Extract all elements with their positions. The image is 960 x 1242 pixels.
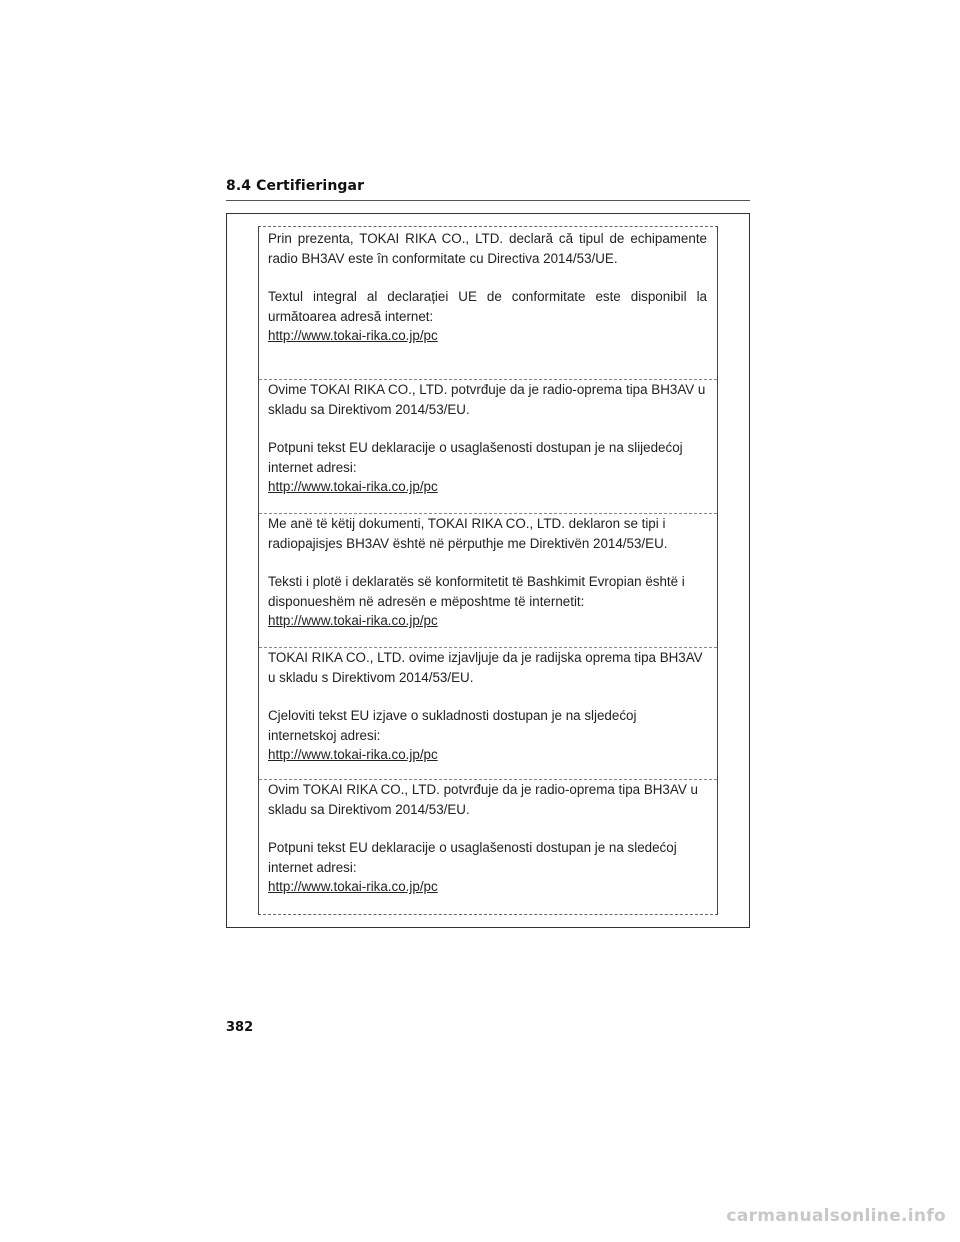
section-title: 8.4 Certifieringar [226,178,365,194]
declaration-romanian [259,229,717,346]
declarations-box [258,226,718,915]
declaration-statement: Ovime TOKAI RIKA CO., LTD. potvrđuje da je radio-oprema tipa BH3AV u skladu sa Direktivom 2014/53/EU. [268,382,706,417]
declaration-availability: Teksti i plotë i deklaratës së konformitetit të Bashkimit Evropian është i disponueshëm në adresën e mëposhtme të internetit: [268,574,685,609]
declaration-availability: Potpuni tekst EU deklaracije o usaglašenosti dostupan je na slijedećoj internet adresi: [268,440,683,475]
declaration-availability: Cjeloviti tekst EU izjave o sukladnosti dostupan je na sljedećoj internetskoj adresi: [268,708,637,743]
declaration-croatian [259,647,717,765]
declaration-statement: Prin prezenta, TOKAI RIKA CO., LTD. declară că tipul de echipamente radio BH3AV este în conformitate cu Directiva 2014/53/UE. [268,231,707,266]
watermark-text: carmanualsonline.info [726,1206,946,1226]
section-header [226,178,750,201]
declaration-url-link[interactable]: http://www.tokai-rika.co.jp/pc [268,613,438,628]
declaration-url-link[interactable]: http://www.tokai-rika.co.jp/pc [268,328,438,343]
declaration-url-link[interactable]: http://www.tokai-rika.co.jp/pc [268,879,438,894]
page-number: 382 [226,1020,254,1035]
declaration-bosnian [259,379,717,497]
declaration-availability: Potpuni tekst EU deklaracije o usaglašenosti dostupan je na sledećoj internet adresi: [268,840,677,875]
declaration-albanian [259,513,717,631]
declaration-url-link[interactable]: http://www.tokai-rika.co.jp/pc [268,747,438,762]
declaration-statement: Me anë të këtij dokumenti, TOKAI RIKA CO., LTD. deklaron se tipi i radiopajisjes BH3AV është në përputhje me Direktivën 2014/53/EU. [268,516,668,551]
declaration-statement: TOKAI RIKA CO., LTD. ovime izjavljuje da je radijska oprema tipa BH3AV u skladu s Direktivom 2014/53/EU. [268,650,703,685]
declaration-availability: Textul integral al declarației UE de conformitate este disponibil la următoarea adresă internet: [268,289,707,324]
declaration-statement: Ovim TOKAI RIKA CO., LTD. potvrđuje da je radio-oprema tipa BH3AV u skladu sa Direktivom 2014/53/EU. [268,782,698,817]
declaration-serbian [259,779,717,897]
declaration-url-link[interactable]: http://www.tokai-rika.co.jp/pc [268,479,438,494]
